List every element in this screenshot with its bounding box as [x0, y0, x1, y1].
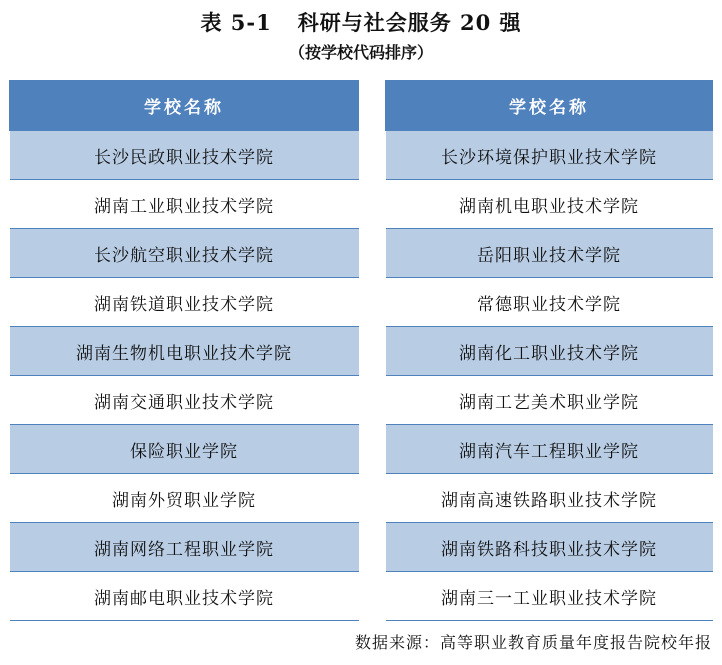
school-name-cell: 湖南机电职业技术学院	[386, 180, 713, 229]
school-name-cell: 保险职业学院	[10, 425, 359, 474]
table-row	[386, 229, 713, 278]
school-name-cell: 湖南三一工业职业技术学院	[386, 572, 713, 621]
table-row	[386, 572, 713, 621]
table-title	[0, 10, 722, 36]
column-header: 学校名称	[10, 81, 359, 131]
right-school-table	[385, 80, 713, 621]
table-row	[10, 376, 359, 425]
table-row	[10, 180, 359, 229]
table-header-row	[386, 81, 713, 131]
table-row	[386, 474, 713, 523]
table-row	[386, 425, 713, 474]
table-row	[386, 523, 713, 572]
table-header-row	[10, 81, 359, 131]
school-name-cell: 湖南铁道职业技术学院	[10, 278, 359, 327]
school-name-cell: 湖南交通职业技术学院	[10, 376, 359, 425]
table-row	[386, 180, 713, 229]
school-name-cell: 湖南高速铁路职业技术学院	[386, 474, 713, 523]
table-row	[386, 278, 713, 327]
table-row	[10, 229, 359, 278]
table-row	[10, 523, 359, 572]
school-name-cell: 湖南汽车工程职业学院	[386, 425, 713, 474]
table-row	[10, 474, 359, 523]
column-header: 学校名称	[386, 81, 713, 131]
school-name-cell: 湖南工艺美术职业学院	[386, 376, 713, 425]
school-name-cell: 岳阳职业技术学院	[386, 229, 713, 278]
school-name-cell: 长沙民政职业技术学院	[10, 131, 359, 180]
school-name-cell: 湖南铁路科技职业技术学院	[386, 523, 713, 572]
school-name-cell: 湖南化工职业技术学院	[386, 327, 713, 376]
table-row	[10, 327, 359, 376]
table-subtitle: （按学校代码排序）	[288, 43, 433, 62]
school-name-cell: 长沙环境保护职业技术学院	[386, 131, 713, 180]
table-row	[10, 425, 359, 474]
table-row	[386, 376, 713, 425]
table-row	[10, 278, 359, 327]
table-title-text: 科研与社会服务 20 强	[297, 10, 522, 35]
school-name-cell: 湖南外贸职业学院	[10, 474, 359, 523]
table-row	[386, 131, 713, 180]
table-row	[10, 572, 359, 621]
school-name-cell: 湖南工业职业技术学院	[10, 180, 359, 229]
school-name-cell: 湖南网络工程职业学院	[10, 523, 359, 572]
data-source-note: 数据来源：高等职业教育质量年度报告院校年报	[354, 633, 712, 652]
table-row	[386, 327, 713, 376]
school-name-cell: 长沙航空职业技术学院	[10, 229, 359, 278]
school-name-cell: 湖南生物机电职业技术学院	[10, 327, 359, 376]
table-row	[10, 131, 359, 180]
school-name-cell: 常德职业技术学院	[386, 278, 713, 327]
table-number: 表 5-1	[200, 10, 272, 35]
school-name-cell: 湖南邮电职业技术学院	[10, 572, 359, 621]
left-school-table	[9, 80, 359, 621]
